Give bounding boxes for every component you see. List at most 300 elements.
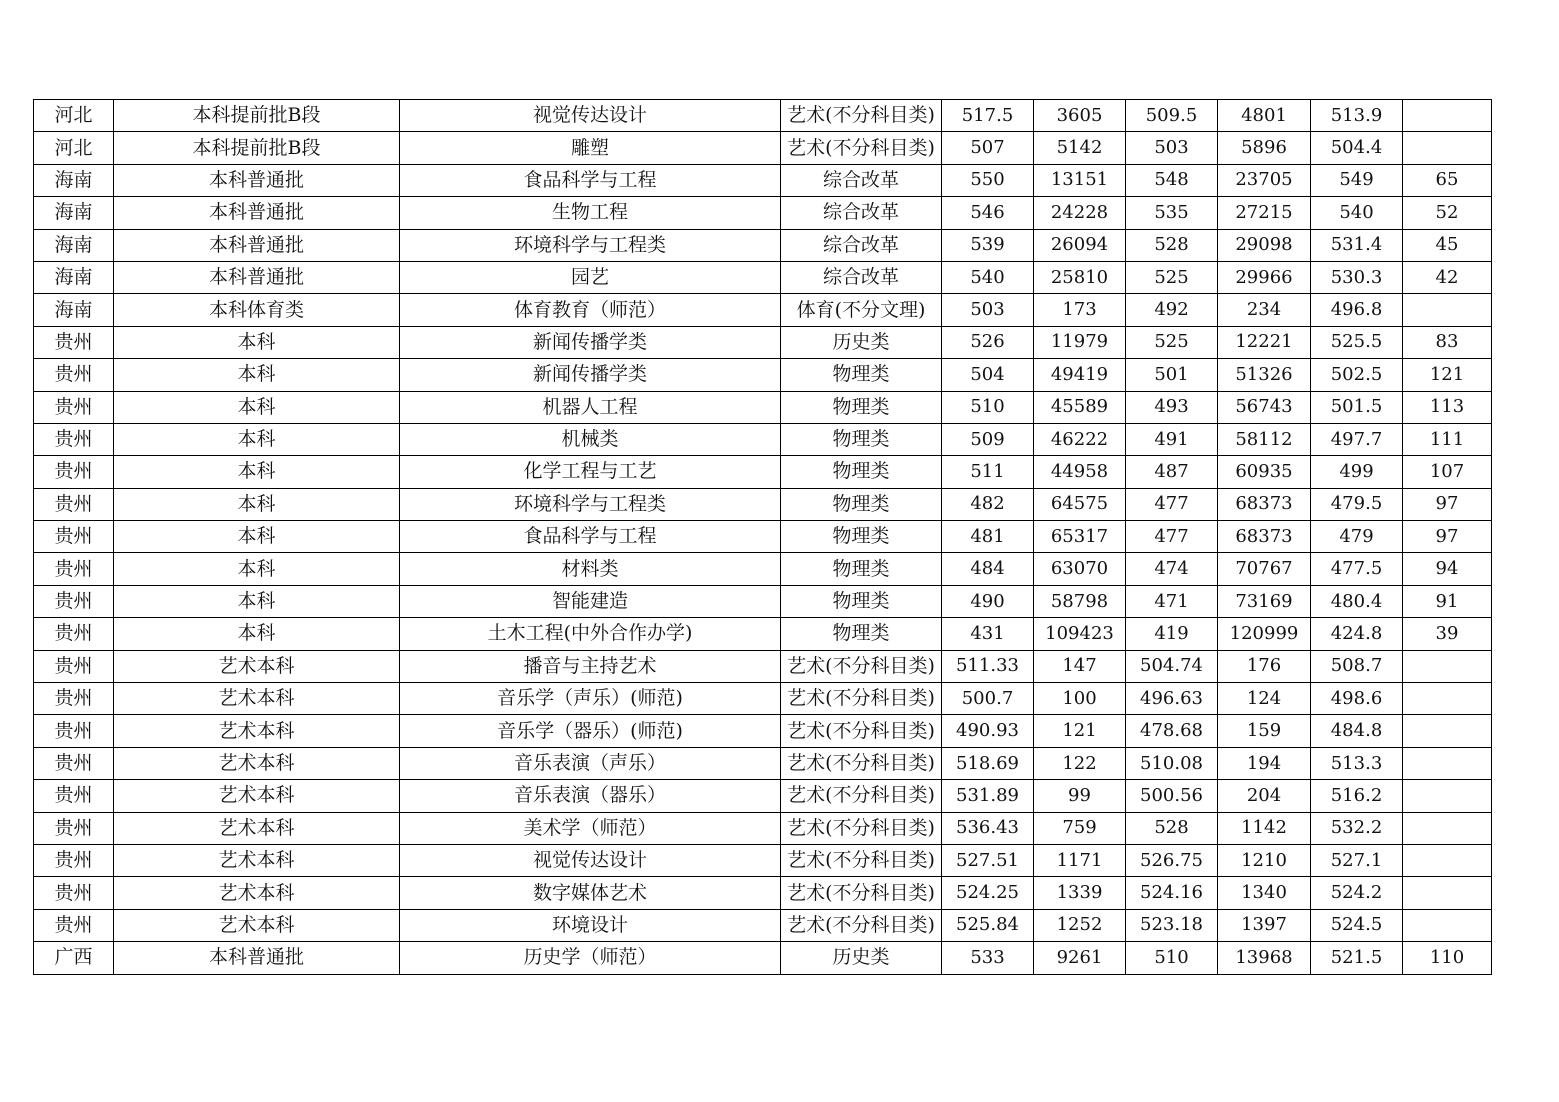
subject-category-cell: 物理类: [781, 488, 942, 520]
avg-score-cell: 498.6: [1311, 683, 1403, 715]
max-rank-cell: 1339: [1034, 877, 1126, 909]
avg-score-cell: 521.5: [1311, 942, 1403, 974]
batch-cell: 本科: [114, 456, 400, 488]
major-cell: 食品科学与工程: [400, 521, 781, 553]
min-rank-cell: 234: [1218, 294, 1311, 326]
province-cell: 贵州: [34, 488, 114, 520]
plan-count-cell: 65: [1403, 164, 1492, 196]
province-cell: 贵州: [34, 359, 114, 391]
major-cell: 视觉传达设计: [400, 100, 781, 132]
min-rank-cell: 1142: [1218, 812, 1311, 844]
max-score-cell: 431: [942, 618, 1034, 650]
plan-count-cell: 83: [1403, 326, 1492, 358]
max-score-cell: 507: [942, 132, 1034, 164]
avg-score-cell: 530.3: [1311, 261, 1403, 293]
max-rank-cell: 26094: [1034, 229, 1126, 261]
major-cell: 音乐学（声乐）(师范): [400, 683, 781, 715]
subject-category-cell: 艺术(不分科目类): [781, 909, 942, 941]
min-rank-cell: 194: [1218, 747, 1311, 779]
table-row: [34, 261, 1492, 293]
province-cell: 贵州: [34, 844, 114, 876]
subject-category-cell: 物理类: [781, 359, 942, 391]
max-score-cell: 546: [942, 197, 1034, 229]
min-rank-cell: 23705: [1218, 164, 1311, 196]
subject-category-cell: 历史类: [781, 942, 942, 974]
admission-score-table: [33, 99, 1492, 975]
min-score-cell: 474: [1126, 553, 1218, 585]
subject-category-cell: 艺术(不分科目类): [781, 747, 942, 779]
max-rank-cell: 58798: [1034, 585, 1126, 617]
major-cell: 数字媒体艺术: [400, 877, 781, 909]
province-cell: 贵州: [34, 683, 114, 715]
table-row: [34, 618, 1492, 650]
min-score-cell: 524.16: [1126, 877, 1218, 909]
batch-cell: 本科: [114, 488, 400, 520]
max-score-cell: 518.69: [942, 747, 1034, 779]
table-row: [34, 683, 1492, 715]
avg-score-cell: 540: [1311, 197, 1403, 229]
province-cell: 贵州: [34, 650, 114, 682]
batch-cell: 本科普通批: [114, 164, 400, 196]
max-score-cell: 525.84: [942, 909, 1034, 941]
avg-score-cell: 496.8: [1311, 294, 1403, 326]
subject-category-cell: 物理类: [781, 618, 942, 650]
province-cell: 贵州: [34, 715, 114, 747]
table-row: [34, 877, 1492, 909]
avg-score-cell: 424.8: [1311, 618, 1403, 650]
major-cell: 音乐表演（器乐）: [400, 780, 781, 812]
table-row: [34, 521, 1492, 553]
plan-count-cell: [1403, 683, 1492, 715]
min-score-cell: 491: [1126, 423, 1218, 455]
batch-cell: 本科普通批: [114, 261, 400, 293]
batch-cell: 本科普通批: [114, 942, 400, 974]
major-cell: 材料类: [400, 553, 781, 585]
plan-count-cell: [1403, 650, 1492, 682]
province-cell: 贵州: [34, 618, 114, 650]
batch-cell: 艺术本科: [114, 683, 400, 715]
province-cell: 贵州: [34, 909, 114, 941]
min-rank-cell: 1397: [1218, 909, 1311, 941]
batch-cell: 本科: [114, 326, 400, 358]
max-score-cell: 526: [942, 326, 1034, 358]
plan-count-cell: 110: [1403, 942, 1492, 974]
major-cell: 视觉传达设计: [400, 844, 781, 876]
table-row: [34, 359, 1492, 391]
min-rank-cell: 29098: [1218, 229, 1311, 261]
table-row: [34, 844, 1492, 876]
province-cell: 贵州: [34, 456, 114, 488]
min-score-cell: 510.08: [1126, 747, 1218, 779]
max-rank-cell: 3605: [1034, 100, 1126, 132]
table-row: [34, 229, 1492, 261]
table-row: [34, 488, 1492, 520]
province-cell: 贵州: [34, 521, 114, 553]
subject-category-cell: 物理类: [781, 585, 942, 617]
batch-cell: 艺术本科: [114, 909, 400, 941]
subject-category-cell: 物理类: [781, 423, 942, 455]
table-row: [34, 456, 1492, 488]
avg-score-cell: 527.1: [1311, 844, 1403, 876]
major-cell: 机器人工程: [400, 391, 781, 423]
max-score-cell: 539: [942, 229, 1034, 261]
table-row: [34, 747, 1492, 779]
avg-score-cell: 480.4: [1311, 585, 1403, 617]
min-score-cell: 510: [1126, 942, 1218, 974]
max-rank-cell: 122: [1034, 747, 1126, 779]
province-cell: 海南: [34, 164, 114, 196]
province-cell: 贵州: [34, 780, 114, 812]
min-rank-cell: 13968: [1218, 942, 1311, 974]
table-row: [34, 391, 1492, 423]
province-cell: 河北: [34, 100, 114, 132]
min-score-cell: 535: [1126, 197, 1218, 229]
batch-cell: 艺术本科: [114, 844, 400, 876]
province-cell: 河北: [34, 132, 114, 164]
province-cell: 贵州: [34, 812, 114, 844]
max-score-cell: 484: [942, 553, 1034, 585]
min-rank-cell: 176: [1218, 650, 1311, 682]
batch-cell: 艺术本科: [114, 812, 400, 844]
province-cell: 海南: [34, 229, 114, 261]
table-row: [34, 909, 1492, 941]
batch-cell: 本科: [114, 359, 400, 391]
major-cell: 机械类: [400, 423, 781, 455]
major-cell: 智能建造: [400, 585, 781, 617]
plan-count-cell: 97: [1403, 488, 1492, 520]
avg-score-cell: 513.9: [1311, 100, 1403, 132]
min-rank-cell: 58112: [1218, 423, 1311, 455]
max-score-cell: 536.43: [942, 812, 1034, 844]
max-rank-cell: 65317: [1034, 521, 1126, 553]
batch-cell: 本科体育类: [114, 294, 400, 326]
batch-cell: 本科: [114, 553, 400, 585]
max-score-cell: 550: [942, 164, 1034, 196]
avg-score-cell: 513.3: [1311, 747, 1403, 779]
plan-count-cell: 45: [1403, 229, 1492, 261]
max-rank-cell: 759: [1034, 812, 1126, 844]
min-score-cell: 503: [1126, 132, 1218, 164]
batch-cell: 本科提前批B段: [114, 100, 400, 132]
plan-count-cell: 91: [1403, 585, 1492, 617]
major-cell: 雕塑: [400, 132, 781, 164]
subject-category-cell: 综合改革: [781, 197, 942, 229]
plan-count-cell: [1403, 715, 1492, 747]
max-score-cell: 510: [942, 391, 1034, 423]
avg-score-cell: 504.4: [1311, 132, 1403, 164]
avg-score-cell: 525.5: [1311, 326, 1403, 358]
max-score-cell: 482: [942, 488, 1034, 520]
avg-score-cell: 479: [1311, 521, 1403, 553]
subject-category-cell: 物理类: [781, 553, 942, 585]
province-cell: 海南: [34, 261, 114, 293]
subject-category-cell: 艺术(不分科目类): [781, 812, 942, 844]
min-score-cell: 526.75: [1126, 844, 1218, 876]
max-rank-cell: 63070: [1034, 553, 1126, 585]
batch-cell: 艺术本科: [114, 747, 400, 779]
max-score-cell: 531.89: [942, 780, 1034, 812]
plan-count-cell: 111: [1403, 423, 1492, 455]
min-score-cell: 496.63: [1126, 683, 1218, 715]
batch-cell: 艺术本科: [114, 650, 400, 682]
major-cell: 新闻传播学类: [400, 359, 781, 391]
batch-cell: 本科: [114, 585, 400, 617]
table-body: [34, 100, 1492, 975]
min-score-cell: 525: [1126, 326, 1218, 358]
min-score-cell: 471: [1126, 585, 1218, 617]
major-cell: 环境科学与工程类: [400, 229, 781, 261]
min-rank-cell: 5896: [1218, 132, 1311, 164]
plan-count-cell: 97: [1403, 521, 1492, 553]
min-rank-cell: 70767: [1218, 553, 1311, 585]
plan-count-cell: [1403, 844, 1492, 876]
max-score-cell: 500.7: [942, 683, 1034, 715]
province-cell: 贵州: [34, 877, 114, 909]
subject-category-cell: 体育(不分文理): [781, 294, 942, 326]
subject-category-cell: 历史类: [781, 326, 942, 358]
province-cell: 贵州: [34, 326, 114, 358]
min-score-cell: 548: [1126, 164, 1218, 196]
subject-category-cell: 艺术(不分科目类): [781, 877, 942, 909]
plan-count-cell: [1403, 132, 1492, 164]
min-rank-cell: 124: [1218, 683, 1311, 715]
min-rank-cell: 4801: [1218, 100, 1311, 132]
max-score-cell: 527.51: [942, 844, 1034, 876]
min-score-cell: 500.56: [1126, 780, 1218, 812]
min-rank-cell: 159: [1218, 715, 1311, 747]
min-score-cell: 487: [1126, 456, 1218, 488]
major-cell: 化学工程与工艺: [400, 456, 781, 488]
batch-cell: 本科普通批: [114, 229, 400, 261]
table-row: [34, 780, 1492, 812]
major-cell: 体育教育（师范）: [400, 294, 781, 326]
min-rank-cell: 204: [1218, 780, 1311, 812]
batch-cell: 本科: [114, 521, 400, 553]
max-score-cell: 524.25: [942, 877, 1034, 909]
major-cell: 新闻传播学类: [400, 326, 781, 358]
min-score-cell: 492: [1126, 294, 1218, 326]
plan-count-cell: 121: [1403, 359, 1492, 391]
table-row: [34, 132, 1492, 164]
major-cell: 园艺: [400, 261, 781, 293]
province-cell: 贵州: [34, 747, 114, 779]
max-score-cell: 490: [942, 585, 1034, 617]
subject-category-cell: 艺术(不分科目类): [781, 780, 942, 812]
table-row: [34, 100, 1492, 132]
subject-category-cell: 综合改革: [781, 229, 942, 261]
subject-category-cell: 艺术(不分科目类): [781, 683, 942, 715]
min-rank-cell: 60935: [1218, 456, 1311, 488]
subject-category-cell: 艺术(不分科目类): [781, 844, 942, 876]
max-rank-cell: 1252: [1034, 909, 1126, 941]
plan-count-cell: [1403, 780, 1492, 812]
max-rank-cell: 173: [1034, 294, 1126, 326]
plan-count-cell: [1403, 100, 1492, 132]
batch-cell: 艺术本科: [114, 715, 400, 747]
table-row: [34, 942, 1492, 974]
min-score-cell: 523.18: [1126, 909, 1218, 941]
admission-score-sheet: [33, 99, 1492, 975]
max-rank-cell: 109423: [1034, 618, 1126, 650]
subject-category-cell: 综合改革: [781, 261, 942, 293]
min-score-cell: 478.68: [1126, 715, 1218, 747]
max-rank-cell: 13151: [1034, 164, 1126, 196]
max-rank-cell: 44958: [1034, 456, 1126, 488]
table-row: [34, 585, 1492, 617]
max-score-cell: 481: [942, 521, 1034, 553]
subject-category-cell: 艺术(不分科目类): [781, 132, 942, 164]
min-score-cell: 525: [1126, 261, 1218, 293]
min-score-cell: 419: [1126, 618, 1218, 650]
major-cell: 音乐表演（声乐）: [400, 747, 781, 779]
min-rank-cell: 1340: [1218, 877, 1311, 909]
table-row: [34, 164, 1492, 196]
subject-category-cell: 艺术(不分科目类): [781, 650, 942, 682]
table-row: [34, 326, 1492, 358]
subject-category-cell: 物理类: [781, 521, 942, 553]
major-cell: 生物工程: [400, 197, 781, 229]
province-cell: 贵州: [34, 423, 114, 455]
max-score-cell: 517.5: [942, 100, 1034, 132]
major-cell: 食品科学与工程: [400, 164, 781, 196]
province-cell: 海南: [34, 197, 114, 229]
min-score-cell: 509.5: [1126, 100, 1218, 132]
min-score-cell: 501: [1126, 359, 1218, 391]
major-cell: 美术学（师范）: [400, 812, 781, 844]
max-rank-cell: 25810: [1034, 261, 1126, 293]
avg-score-cell: 508.7: [1311, 650, 1403, 682]
avg-score-cell: 516.2: [1311, 780, 1403, 812]
plan-count-cell: [1403, 747, 1492, 779]
min-rank-cell: 12221: [1218, 326, 1311, 358]
avg-score-cell: 499: [1311, 456, 1403, 488]
batch-cell: 本科普通批: [114, 197, 400, 229]
min-score-cell: 528: [1126, 812, 1218, 844]
min-score-cell: 528: [1126, 229, 1218, 261]
max-rank-cell: 9261: [1034, 942, 1126, 974]
subject-category-cell: 物理类: [781, 456, 942, 488]
province-cell: 广西: [34, 942, 114, 974]
max-rank-cell: 5142: [1034, 132, 1126, 164]
avg-score-cell: 549: [1311, 164, 1403, 196]
max-rank-cell: 45589: [1034, 391, 1126, 423]
min-rank-cell: 27215: [1218, 197, 1311, 229]
min-rank-cell: 51326: [1218, 359, 1311, 391]
province-cell: 贵州: [34, 391, 114, 423]
avg-score-cell: 479.5: [1311, 488, 1403, 520]
plan-count-cell: 113: [1403, 391, 1492, 423]
max-score-cell: 511: [942, 456, 1034, 488]
major-cell: 环境设计: [400, 909, 781, 941]
subject-category-cell: 艺术(不分科目类): [781, 715, 942, 747]
plan-count-cell: [1403, 812, 1492, 844]
avg-score-cell: 477.5: [1311, 553, 1403, 585]
plan-count-cell: [1403, 294, 1492, 326]
avg-score-cell: 484.8: [1311, 715, 1403, 747]
min-score-cell: 477: [1126, 488, 1218, 520]
avg-score-cell: 502.5: [1311, 359, 1403, 391]
min-rank-cell: 120999: [1218, 618, 1311, 650]
table-row: [34, 715, 1492, 747]
plan-count-cell: [1403, 909, 1492, 941]
subject-category-cell: 物理类: [781, 391, 942, 423]
max-rank-cell: 121: [1034, 715, 1126, 747]
max-rank-cell: 24228: [1034, 197, 1126, 229]
min-rank-cell: 68373: [1218, 521, 1311, 553]
min-rank-cell: 68373: [1218, 488, 1311, 520]
subject-category-cell: 综合改革: [781, 164, 942, 196]
max-rank-cell: 100: [1034, 683, 1126, 715]
plan-count-cell: 94: [1403, 553, 1492, 585]
province-cell: 海南: [34, 294, 114, 326]
batch-cell: 本科: [114, 391, 400, 423]
avg-score-cell: 532.2: [1311, 812, 1403, 844]
min-rank-cell: 1210: [1218, 844, 1311, 876]
min-rank-cell: 56743: [1218, 391, 1311, 423]
max-score-cell: 503: [942, 294, 1034, 326]
subject-category-cell: 艺术(不分科目类): [781, 100, 942, 132]
max-score-cell: 533: [942, 942, 1034, 974]
min-score-cell: 493: [1126, 391, 1218, 423]
province-cell: 贵州: [34, 553, 114, 585]
major-cell: 环境科学与工程类: [400, 488, 781, 520]
batch-cell: 本科: [114, 423, 400, 455]
table-row: [34, 197, 1492, 229]
max-rank-cell: 49419: [1034, 359, 1126, 391]
max-score-cell: 504: [942, 359, 1034, 391]
max-score-cell: 511.33: [942, 650, 1034, 682]
plan-count-cell: 107: [1403, 456, 1492, 488]
plan-count-cell: [1403, 877, 1492, 909]
max-rank-cell: 64575: [1034, 488, 1126, 520]
avg-score-cell: 497.7: [1311, 423, 1403, 455]
max-rank-cell: 99: [1034, 780, 1126, 812]
max-rank-cell: 147: [1034, 650, 1126, 682]
max-rank-cell: 46222: [1034, 423, 1126, 455]
avg-score-cell: 524.5: [1311, 909, 1403, 941]
max-rank-cell: 11979: [1034, 326, 1126, 358]
max-score-cell: 490.93: [942, 715, 1034, 747]
major-cell: 音乐学（器乐）(师范): [400, 715, 781, 747]
max-score-cell: 540: [942, 261, 1034, 293]
min-rank-cell: 73169: [1218, 585, 1311, 617]
batch-cell: 本科提前批B段: [114, 132, 400, 164]
min-score-cell: 477: [1126, 521, 1218, 553]
table-row: [34, 423, 1492, 455]
max-score-cell: 509: [942, 423, 1034, 455]
avg-score-cell: 524.2: [1311, 877, 1403, 909]
plan-count-cell: 42: [1403, 261, 1492, 293]
batch-cell: 艺术本科: [114, 780, 400, 812]
table-row: [34, 553, 1492, 585]
batch-cell: 艺术本科: [114, 877, 400, 909]
min-rank-cell: 29966: [1218, 261, 1311, 293]
province-cell: 贵州: [34, 585, 114, 617]
table-row: [34, 650, 1492, 682]
table-row: [34, 294, 1492, 326]
major-cell: 土木工程(中外合作办学): [400, 618, 781, 650]
max-rank-cell: 1171: [1034, 844, 1126, 876]
major-cell: 播音与主持艺术: [400, 650, 781, 682]
batch-cell: 本科: [114, 618, 400, 650]
major-cell: 历史学（师范）: [400, 942, 781, 974]
avg-score-cell: 531.4: [1311, 229, 1403, 261]
avg-score-cell: 501.5: [1311, 391, 1403, 423]
min-score-cell: 504.74: [1126, 650, 1218, 682]
table-row: [34, 812, 1492, 844]
plan-count-cell: 39: [1403, 618, 1492, 650]
plan-count-cell: 52: [1403, 197, 1492, 229]
